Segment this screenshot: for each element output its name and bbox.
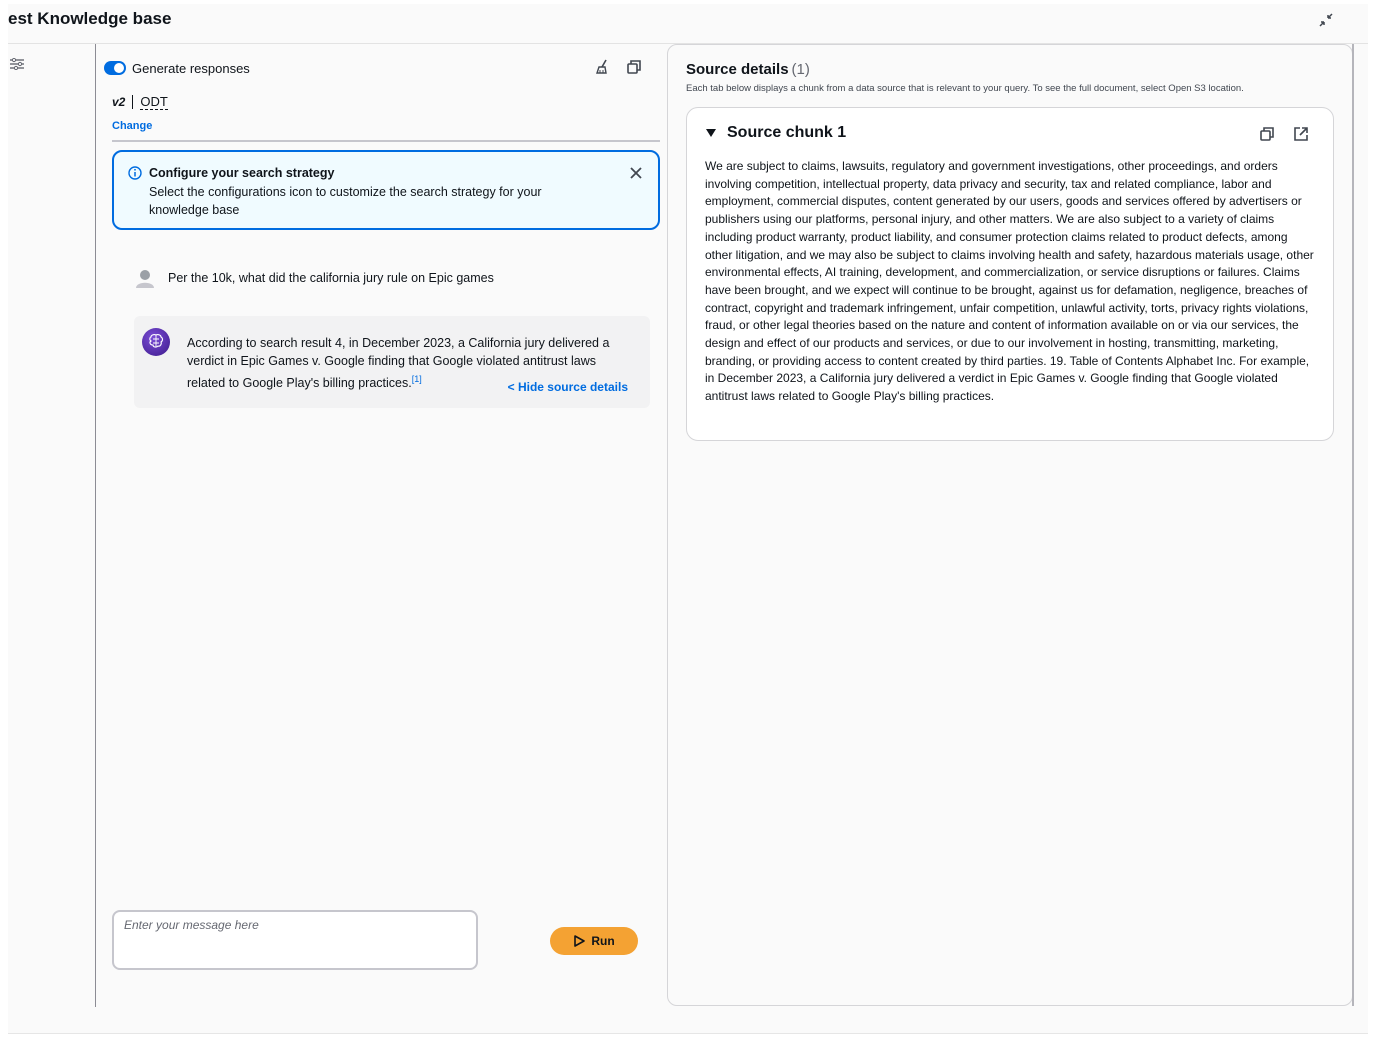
citation-link[interactable]: [1] [411,374,422,384]
model-version: v2 [112,95,126,109]
source-chunk-card [686,107,1334,441]
generate-responses-toggle[interactable] [104,61,126,75]
source-chunk-toggle[interactable] [705,124,846,142]
info-icon [128,166,142,180]
ai-response [134,316,650,408]
source-details-description: Each tab below displays a chunk from a data source that is relevant to your query. To see the full document, select Open S3 location. [686,83,1244,94]
generate-responses-label: Generate responses [132,60,250,76]
alert-body: Select the configurations icon to customize the search strategy for your knowledge base [149,185,542,217]
hide-source-details-link[interactable]: < Hide source details [507,380,628,394]
search-strategy-alert [112,150,660,230]
run-label: Run [591,934,615,948]
ai-response-body: According to search result 4, in December 2023, a California jury delivered a verdict in Epic Games v. Google finding that Google violated antitrust laws related to Google Play's billing practices. [187,336,610,391]
model-separator [132,95,133,109]
generate-responses-row [104,58,250,78]
copy-chunk-icon[interactable] [1259,126,1275,142]
page-title: est Knowledge base [8,9,172,28]
chat-panel [104,44,654,1008]
change-model-link[interactable]: Change [112,120,153,132]
source-count: (1) [791,61,810,78]
run-button[interactable] [550,927,638,955]
divider [112,140,660,142]
source-details-panel [667,44,1353,1006]
panel-divider [95,44,96,1007]
user-message [134,258,494,298]
copy-icon[interactable] [626,59,642,75]
model-selector [112,94,168,110]
alert-title: Configure your search strategy [149,166,335,180]
caret-down-icon [705,127,717,139]
test-knowledge-base-window [8,4,1368,1034]
model-name: ODT [140,94,168,109]
source-details-title [686,61,810,78]
clear-chat-icon[interactable] [594,59,610,75]
title-bar [8,4,1368,44]
user-message-text: Per the 10k, what did the california jury rule on Epic games [168,271,494,285]
source-chunk-text: We are subject to claims, lawsuits, regulatory and government investigations, other proceedings, and orders involving competition, intellectual property, data privacy and security, tax and related compliance, labor and employment, commercial disputes, content generated by our users, goods and services offered by advertisers or publishers using our platforms, personal injury, and other matters. We are also subject to a variety of claims including product warranty, product liability, and consumer protection claims related to product defects, among other litigation, and we may also be subject to claims involving health and safety, hazardous materials usage, other environmental effects, AI training, development, and commercialization, or service disruptions or failures. Claims have been brought, and we expect will continue to be brought, against us for defamation, negligence, breaches of contract, copyright and trademark infringement, unfair competition, unlawful activity, torts, privacy rights violations, fraud, or other legal theories based on the nature and content of information available on or via our services, the design and effect of our products and services, or due to our involvement in hosting, transmitting, marketing, branding, or providing access to content created by third parties. 19. Table of Contents Alphabet Inc. For example, in December 2023, a California jury delivered a verdict in Epic Games v. Google finding that Google violated antitrust laws related to Google Play's billing practices. [705,159,1314,404]
ai-avatar-icon [142,328,170,356]
play-icon [573,935,585,947]
external-link-icon[interactable] [1293,126,1309,142]
settings-icon[interactable] [10,58,24,70]
collapse-icon[interactable] [1318,12,1334,28]
source-details-heading: Source details [686,61,789,78]
close-icon[interactable] [630,167,642,179]
user-avatar-icon [134,267,156,289]
scrollbar[interactable] [1352,44,1354,1006]
message-input[interactable] [112,910,478,970]
source-chunk-title: Source chunk 1 [727,124,847,141]
